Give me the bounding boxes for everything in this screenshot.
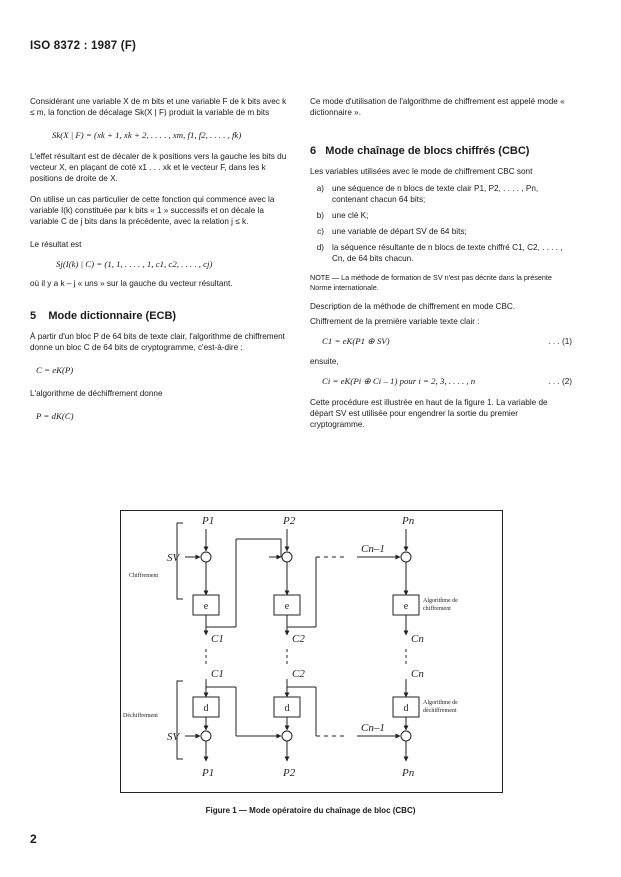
- section-heading-6: [310, 144, 572, 158]
- section-heading-5: [30, 309, 292, 323]
- paragraph: Description de la méthode de chiffrement en mode CBC.: [310, 302, 516, 311]
- block-d-1: d: [203, 703, 209, 714]
- enc-algo-label-2: chiffrement: [423, 606, 451, 612]
- xor-icon: [282, 731, 292, 741]
- side-label-dec: Déchiffrement: [123, 713, 158, 719]
- xor-icon: [401, 552, 411, 562]
- label-p1-out: P1: [202, 767, 215, 779]
- decryption-bracket: [177, 681, 183, 759]
- label-c2: C2: [292, 633, 305, 645]
- figure-caption: Figure 1 — Mode opératoire du chaînage de bloc (CBC): [205, 806, 416, 815]
- section-title: Mode dictionnaire (ECB): [48, 310, 177, 322]
- paragraph: Les variables utilisées avec le mode de chiffrement CBC sont: [310, 167, 533, 176]
- right-column: [310, 96, 572, 430]
- xor-icon: [401, 731, 411, 741]
- section-title: Mode chaînage de blocs chiffrés (CBC): [325, 145, 530, 157]
- section-number: 6: [310, 145, 317, 157]
- paragraph: où il y a k – j « uns » sur la gauche du vecteur résultant.: [30, 279, 233, 288]
- formula-encrypt: C = eK(P): [36, 365, 74, 375]
- figure-cbc-diagram: [120, 510, 503, 793]
- section-number: 5: [30, 310, 37, 322]
- label-sv-enc: SV: [167, 552, 180, 564]
- label-p2-out: P2: [283, 767, 296, 779]
- paragraph: Considérant une variable X de m bits et une variable F de k bits avec k ≤ m, la fonction de décalage Sk(X | F) produit la variable de m bits: [30, 97, 287, 117]
- label-sv-dec: SV: [167, 731, 180, 743]
- label-p2: P2: [283, 515, 296, 527]
- label-cn-1-dec: Cn–1: [361, 722, 385, 734]
- block-e-n: e: [403, 601, 409, 612]
- label-pn: Pn: [402, 515, 415, 527]
- paragraph: Cette procédure est illustrée en haut de la figure 1. La variable de départ SV est utilisée pour engendrer la sortie du premier cryptogramme.: [310, 398, 548, 429]
- left-column: [30, 96, 292, 422]
- note: NOTE — La méthode de formation de SV n'est pas décrite dans la présente Norme internationale.: [310, 273, 552, 292]
- dec-algo-label-2: déchiffrement: [423, 708, 457, 714]
- paragraph: ensuite,: [310, 357, 339, 366]
- xor-icon: [282, 552, 292, 562]
- label-c1: C1: [211, 633, 224, 645]
- formula-shift-ik: Sj(I(k) | C) = (1, 1, . . . . , 1, c1, c2, . . . . , cj): [56, 259, 213, 269]
- label-c1-dec: C1: [211, 668, 224, 680]
- paragraph: Chiffrement de la première variable texte clair :: [310, 317, 480, 326]
- block-e-2: e: [284, 601, 290, 612]
- dec-algo-label-1: Algorithme de: [423, 700, 458, 706]
- block-d-2: d: [284, 703, 290, 714]
- side-label-enc: Chiffrement: [129, 573, 159, 579]
- paragraph: On utilise un cas particulier de cette fonction qui commence avec la variable I(k) constituée par k bits « 1 » successifs et on décale la variable C de j bits dans la précédente, avec la relation j ≤ k.: [30, 195, 275, 226]
- cbc-diagram-svg: [121, 511, 502, 792]
- paragraph: Ce mode d'utilisation de l'algorithme de chiffrement est appelé mode « dictionnaire ».: [310, 97, 565, 117]
- equation-1: C1 = eK(P1 ⊕ SV) . . . (1): [322, 336, 572, 346]
- paragraph: L'effet résultant est de décaler de k positions vers la gauche les bits du vecteur X, en plaçant de coté x1 . . . xk et le vecteur F, dans les k positions de droite de X.: [30, 152, 287, 183]
- label-p1: P1: [202, 515, 215, 527]
- block-e-1: e: [203, 601, 209, 612]
- label-c2-dec: C2: [292, 668, 305, 680]
- enc-algo-label-1: Algorithme de: [423, 598, 458, 604]
- list-item: d) la séquence résultante de n blocs de texte chiffré C1, C2, . . . . , Cn, de 64 bits chacun.: [316, 243, 563, 263]
- label-pn-out: Pn: [402, 767, 415, 779]
- label-cn: Cn: [411, 633, 424, 645]
- document-header: ISO 8372 : 1987 (F): [30, 40, 137, 52]
- formula-shift: Sk(X | F) = (xk + 1, xk + 2, . . . . , xm, f1, f2, . . . . , fk): [52, 130, 242, 140]
- list-item: b) une clé K;: [316, 211, 369, 220]
- list-item: c) une variable de départ SV de 64 bits;: [317, 227, 467, 236]
- label-cn-1-enc: Cn–1: [361, 543, 385, 555]
- xor-icon: [201, 552, 211, 562]
- list-item: a) une séquence de n blocs de texte clair P1, P2, . . . . , Pn, contenant chacun 64 bits;: [316, 184, 539, 204]
- page-number: 2: [30, 832, 37, 846]
- paragraph: Le résultat est: [30, 240, 82, 249]
- variable-list: [310, 183, 572, 264]
- block-d-n: d: [403, 703, 409, 714]
- xor-icon: [201, 731, 211, 741]
- label-cn-dec: Cn: [411, 668, 424, 680]
- paragraph: L'algorithme de déchiffrement donne: [30, 389, 163, 398]
- equation-2: Ci = eK(Pi ⊕ Ci – 1) pour i = 2, 3, . . . . , n . . . (2): [322, 376, 572, 386]
- formula-decrypt: P = dK(C): [36, 411, 74, 421]
- paragraph: À partir d'un bloc P de 64 bits de texte clair, l'algorithme de chiffrement donne un bloc C de 64 bits de cryptogramme, c'est-à-dire :: [30, 332, 285, 352]
